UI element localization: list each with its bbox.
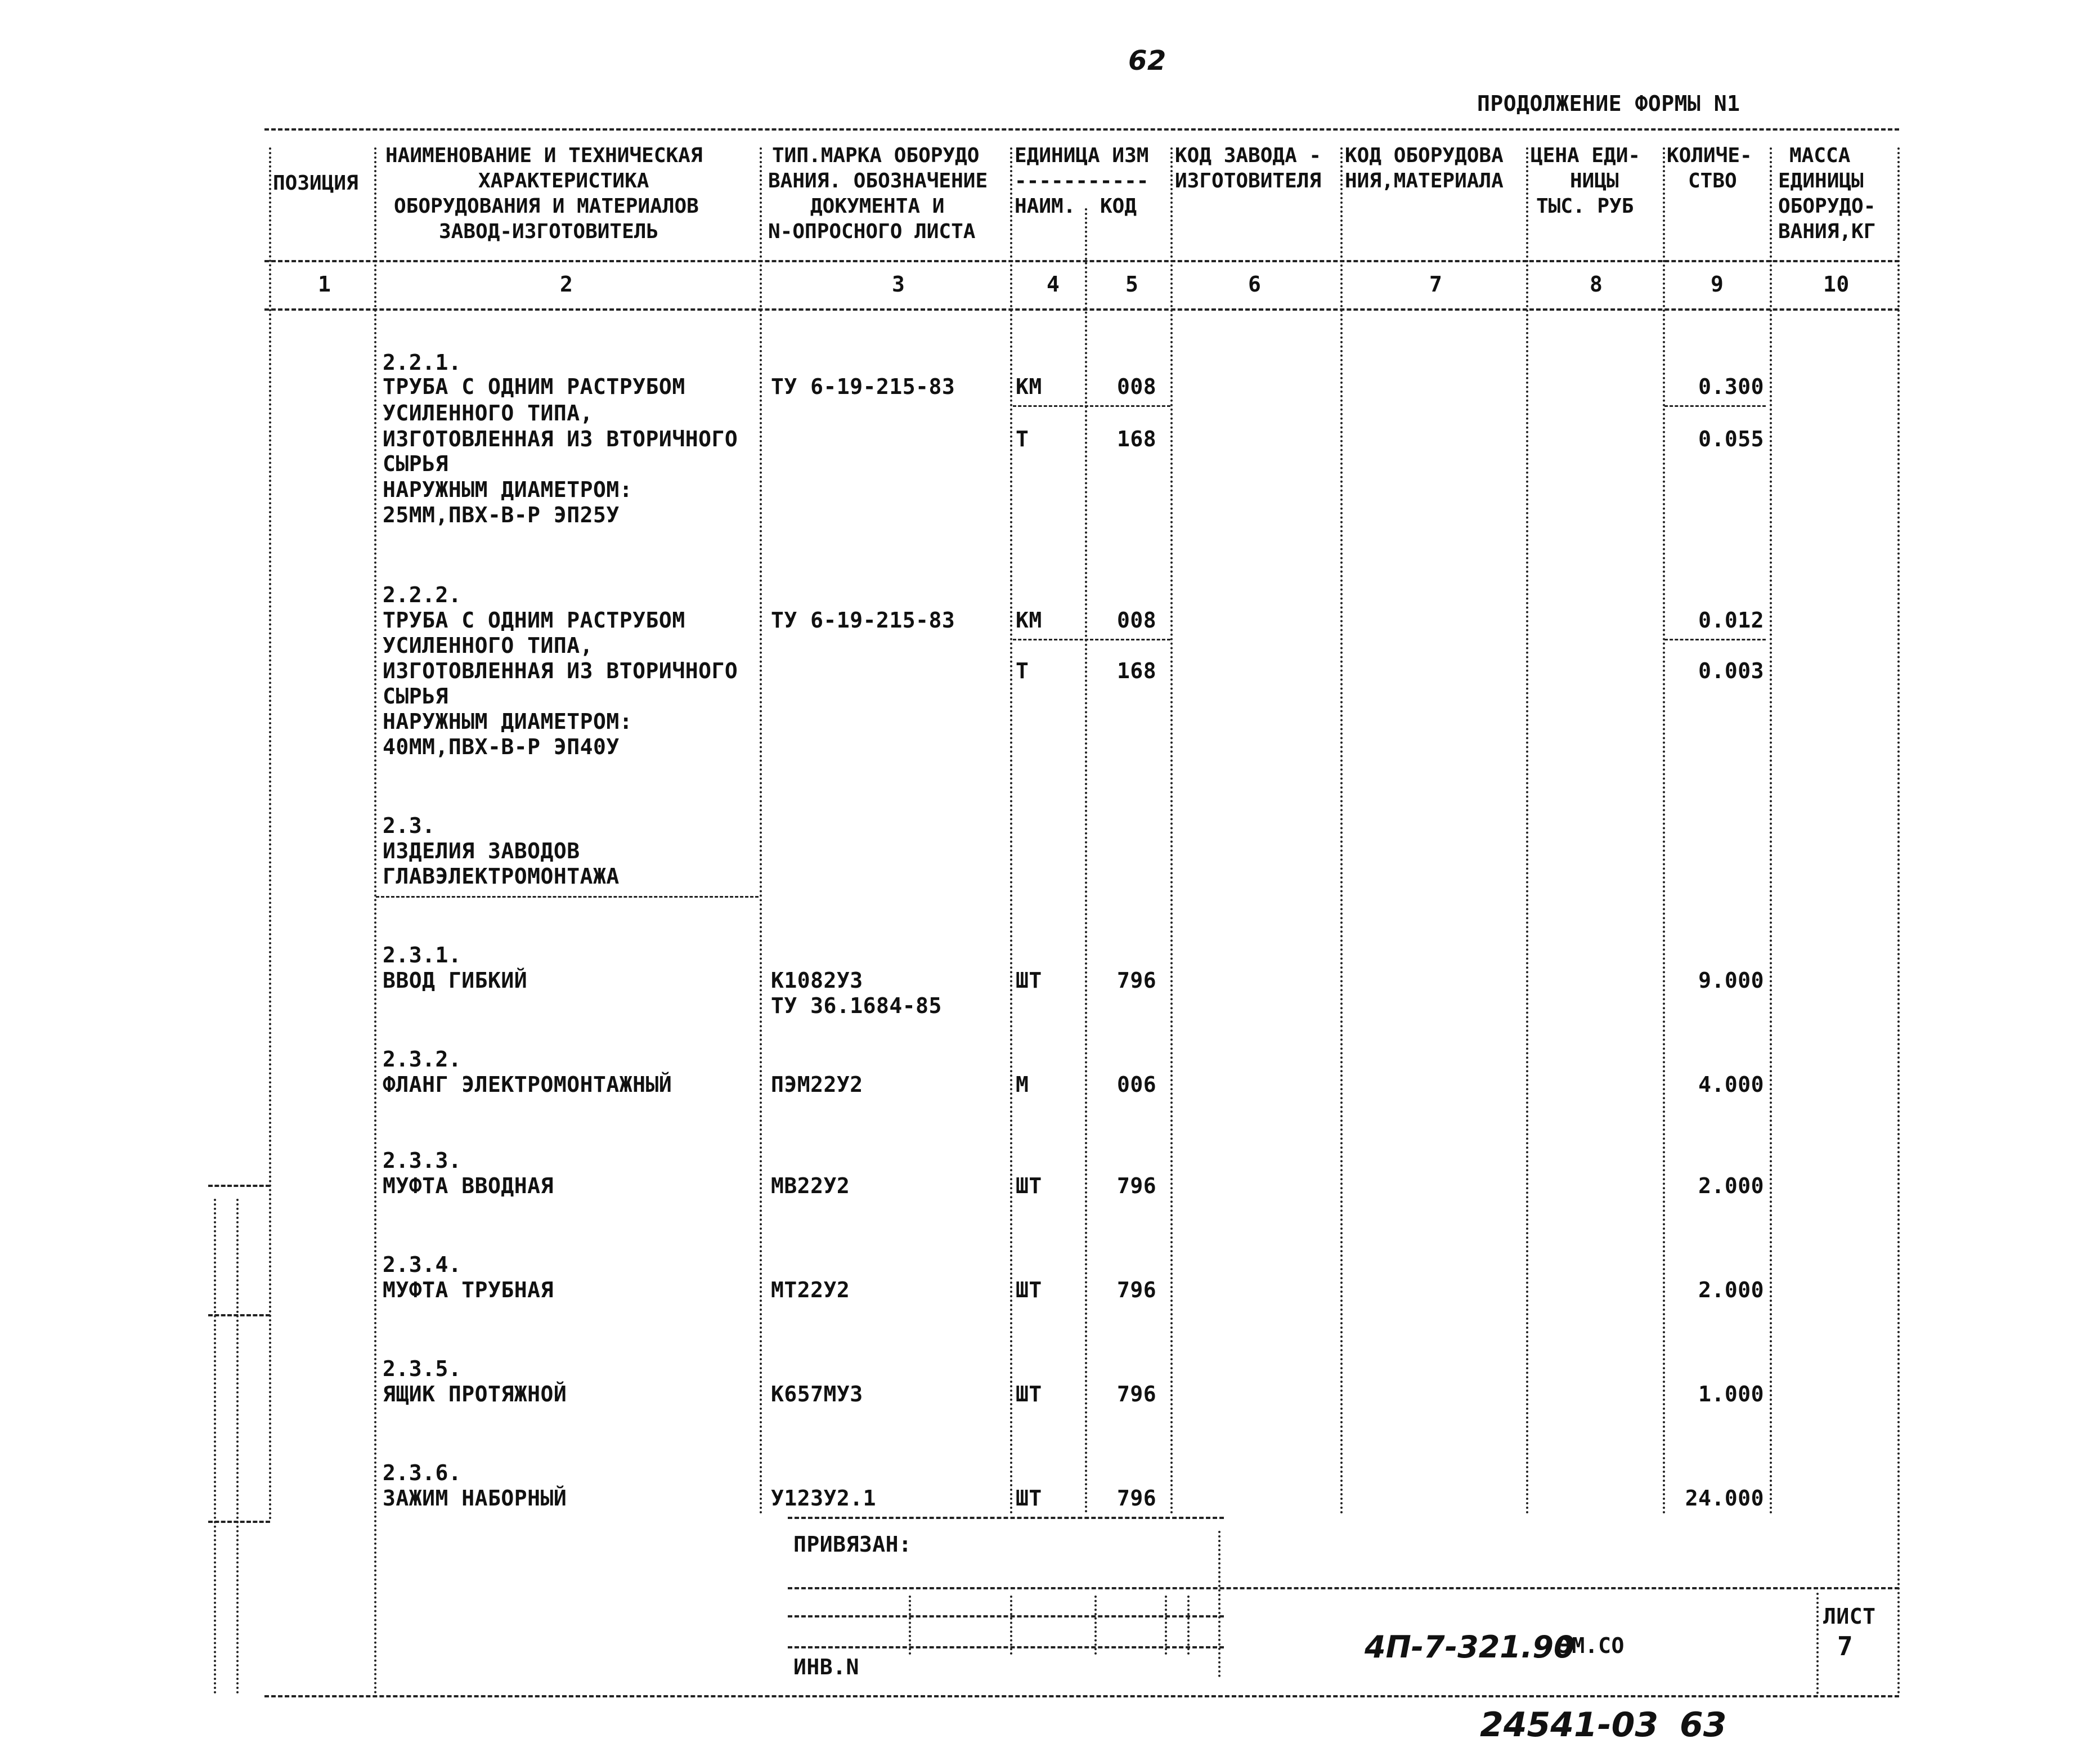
header-col3-line1: ТИП.МАРКА ОБОРУДО: [772, 144, 980, 167]
row-name: ИЗГОТОВЛЕННАЯ ИЗ ВТОРИЧНОГО: [383, 658, 738, 683]
colnum-3: 3: [892, 272, 905, 297]
row-name: 2.3.1.: [383, 943, 462, 967]
row-name: 25ММ,ПВХ-В-Р ЭП25У: [383, 503, 620, 527]
footer-page-number: 63: [1680, 1705, 1727, 1745]
sheet-box-edge: [1816, 1593, 1819, 1694]
row-code: 796: [1117, 1486, 1157, 1511]
table-bottom-rule: [264, 1695, 1899, 1697]
header-bottom-rule: [264, 260, 1899, 262]
colnum-9: 9: [1711, 272, 1724, 297]
stamp-cell-sep: [1094, 1596, 1097, 1655]
colnum-2: 2: [560, 272, 573, 297]
cell-divider: [1664, 639, 1766, 640]
row-unit: КМ: [1016, 374, 1042, 399]
sheet-label: ЛИСТ: [1823, 1604, 1876, 1629]
stamp-cell-sep: [1165, 1596, 1167, 1655]
row-code: 008: [1117, 608, 1157, 633]
row-qty: 4.000: [1698, 1072, 1764, 1097]
row-unit: Т: [1016, 427, 1029, 451]
continuation-title: ПРОДОЛЖЕНИЕ ФОРМЫ N1: [1477, 91, 1740, 116]
stamp-top-rule: [788, 1517, 1224, 1519]
row-name: 2.3.4.: [383, 1252, 462, 1277]
row-name: 40ММ,ПВХ-В-Р ЭП40У: [383, 734, 620, 759]
colnum-bottom-rule: [264, 308, 1899, 311]
stamp-rule-2: [788, 1615, 1224, 1617]
row-code: 796: [1117, 1382, 1157, 1406]
row-qty: 0.003: [1698, 658, 1764, 683]
row-unit: ШТ: [1016, 1173, 1042, 1198]
row-name: МУФТА ТРУБНАЯ: [383, 1278, 554, 1302]
row-name: НАРУЖНЫМ ДИАМЕТРОМ:: [383, 709, 633, 734]
row-code: 168: [1117, 658, 1157, 683]
colnum-6: 6: [1248, 272, 1262, 297]
stamp-rule-1: [788, 1587, 1899, 1589]
row-doc: МВ22У2: [771, 1173, 850, 1198]
row-name: ТРУБА С ОДНИМ РАСТРУБОМ: [383, 608, 685, 633]
row-qty: 1.000: [1698, 1382, 1764, 1406]
sheet-number: 7: [1837, 1631, 1854, 1661]
row-name: ЗАЖИМ НАБОРНЫЙ: [383, 1486, 567, 1511]
col-sep-2: [760, 147, 762, 1515]
row-doc: ТУ 36.1684-85: [771, 993, 942, 1018]
row-name: ТРУБА С ОДНИМ РАСТРУБОМ: [383, 374, 685, 399]
header-col8-line2: НИЦЫ: [1570, 169, 1619, 192]
row-unit: Т: [1016, 658, 1029, 683]
col-sep-5: [1170, 147, 1173, 1515]
col-sep-9: [1770, 147, 1772, 1515]
header-col3-line2: ВАНИЯ. ОБОЗНАЧЕНИЕ: [768, 169, 988, 192]
col-sep-6: [1340, 147, 1343, 1515]
header-col10-line1: МАССА: [1789, 144, 1851, 167]
stamp-rule-3: [788, 1646, 1224, 1648]
header-col10-line3: ОБОРУДО-: [1778, 195, 1876, 218]
row-qty: 2.000: [1698, 1173, 1764, 1198]
page-number-top: 62: [1128, 45, 1166, 77]
cell-divider: [1664, 405, 1766, 407]
row-name: 2.3.: [383, 813, 436, 838]
row-name: ФЛАНГ ЭЛЕКТРОМОНТАЖНЫЙ: [383, 1072, 672, 1097]
row-doc: У123У2.1: [771, 1486, 877, 1511]
row-qty: 9.000: [1698, 968, 1764, 993]
header-unit-group: ЕДИНИЦА ИЗМ: [1015, 144, 1149, 167]
colnum-1: 1: [318, 272, 331, 297]
row-unit: ШТ: [1016, 1486, 1042, 1511]
section-underline: [376, 896, 759, 898]
col-sep-7: [1526, 147, 1528, 1515]
row-code: 796: [1117, 1278, 1157, 1302]
col-sep-10: [1897, 147, 1900, 1695]
row-name: 2.3.2.: [383, 1047, 462, 1072]
row-name: НАРУЖНЫМ ДИАМЕТРОМ:: [383, 477, 633, 502]
row-doc: К1082У3: [771, 968, 863, 993]
colnum-5: 5: [1125, 272, 1139, 297]
row-name: СЫРЬЯ: [383, 451, 448, 476]
row-unit: М: [1016, 1072, 1029, 1097]
header-col8-line3: ТЫС. РУБ: [1536, 195, 1634, 218]
row-code: 008: [1117, 374, 1157, 399]
header-unit-divider: -----------: [1015, 169, 1149, 192]
row-name: 2.3.5.: [383, 1356, 462, 1381]
header-col2-line2: ХАРАКТЕРИСТИКА: [478, 169, 649, 192]
row-name: УСИЛЕННОГО ТИПА,: [383, 401, 594, 425]
row-name: ВВОД ГИБКИЙ: [383, 968, 528, 993]
stamp-cell-sep: [909, 1596, 911, 1655]
margin-mark-1: [214, 1199, 216, 1694]
row-doc: ТУ 6-19-215-83: [771, 374, 955, 399]
row-name: 2.3.6.: [383, 1460, 462, 1485]
row-name: 2.2.1.: [383, 350, 462, 375]
col-sep-8: [1663, 147, 1665, 1515]
colnum-7: 7: [1429, 272, 1443, 297]
colnum-4: 4: [1047, 272, 1060, 297]
header-col10-line2: ЕДИНИЦЫ: [1778, 169, 1864, 192]
row-qty: 0.055: [1698, 427, 1764, 451]
header-col3-line4: N-ОПРОСНОГО ЛИСТА: [768, 220, 976, 243]
row-name: МУФТА ВВОДНАЯ: [383, 1173, 554, 1198]
header-col4: НАИМ.: [1015, 195, 1076, 218]
row-name: 2.3.3.: [383, 1148, 462, 1173]
stamp-inv: ИНВ.N: [793, 1655, 859, 1679]
stamp-privyazan: ПРИВЯЗАН:: [793, 1532, 912, 1557]
col-sep-1: [374, 147, 376, 1695]
margin-rule-3: [208, 1521, 270, 1523]
row-qty: 2.000: [1698, 1278, 1764, 1302]
header-col7-line2: НИЯ,МАТЕРИАЛА: [1345, 169, 1504, 192]
header-col3-line3: ДОКУМЕНТА И: [810, 195, 945, 218]
header-col2-line3: ОБОРУДОВАНИЯ И МАТЕРИАЛОВ: [394, 195, 699, 218]
header-col9-line1: КОЛИЧЕ-: [1667, 144, 1752, 167]
header-col7-line1: КОД ОБОРУДОВА: [1345, 144, 1504, 167]
header-col2-line1: НАИМЕНОВАНИЕ И ТЕХНИЧЕСКАЯ: [385, 144, 703, 167]
row-unit: ШТ: [1016, 1382, 1042, 1406]
row-name: УСИЛЕННОГО ТИПА,: [383, 633, 594, 658]
margin-mark-2: [236, 1199, 239, 1694]
header-col10-line4: ВАНИЯ,КГ: [1778, 220, 1876, 243]
row-name: ИЗГОТОВЛЕННАЯ ИЗ ВТОРИЧНОГО: [383, 427, 738, 451]
row-name: 2.2.2.: [383, 582, 462, 607]
row-unit: КМ: [1016, 608, 1042, 633]
row-doc: ПЭМ22У2: [771, 1072, 863, 1097]
table-top-rule: [264, 128, 1899, 131]
header-col8-line1: ЦЕНА ЕДИ-: [1531, 144, 1641, 167]
stamp-cell-sep: [1010, 1596, 1012, 1655]
row-name: ЯЩИК ПРОТЯЖНОЙ: [383, 1382, 567, 1406]
row-qty: 24.000: [1685, 1486, 1764, 1511]
row-qty: 0.300: [1698, 374, 1764, 399]
row-doc: ТУ 6-19-215-83: [771, 608, 955, 633]
margin-rule-1: [208, 1185, 270, 1187]
col-sep-4: [1085, 208, 1087, 1514]
row-code: 006: [1117, 1072, 1157, 1097]
row-qty: 0.012: [1698, 608, 1764, 633]
row-unit: ШТ: [1016, 1278, 1042, 1302]
row-doc: МТ22У2: [771, 1278, 850, 1302]
row-name: ИЗДЕЛИЯ ЗАВОДОВ: [383, 839, 580, 863]
row-code: 168: [1117, 427, 1157, 451]
cell-divider: [1013, 405, 1170, 407]
col-sep-3: [1010, 147, 1012, 1515]
header-col9-line2: СТВО: [1688, 169, 1737, 192]
stamp-doc-suffix: ЭМ.СО: [1559, 1633, 1625, 1658]
row-code: 796: [1117, 1173, 1157, 1198]
header-col2-line4: ЗАВОД-ИЗГОТОВИТЕЛЬ: [439, 220, 659, 243]
row-unit: ШТ: [1016, 968, 1042, 993]
stamp-doc-code: 4П-7-321.90: [1365, 1629, 1575, 1665]
cell-divider: [1013, 639, 1170, 640]
stamp-cell-sep: [1187, 1596, 1190, 1655]
row-name: ГЛАВЭЛЕКТРОМОНТАЖА: [383, 864, 620, 889]
colnum-10: 10: [1823, 272, 1850, 297]
header-col6-line1: КОД ЗАВОДА -: [1175, 144, 1322, 167]
footer-handwritten-number: 24541-03: [1480, 1705, 1659, 1745]
stamp-right-edge: [1218, 1531, 1220, 1677]
row-name: СЫРЬЯ: [383, 684, 448, 709]
colnum-8: 8: [1590, 272, 1603, 297]
row-doc: К657МУ3: [771, 1382, 863, 1406]
header-col1: ПОЗИЦИЯ: [273, 172, 358, 195]
header-col5: КОД: [1100, 195, 1137, 218]
header-col6-line2: ИЗГОТОВИТЕЛЯ: [1175, 169, 1322, 192]
row-code: 796: [1117, 968, 1157, 993]
margin-rule-2: [208, 1314, 270, 1316]
